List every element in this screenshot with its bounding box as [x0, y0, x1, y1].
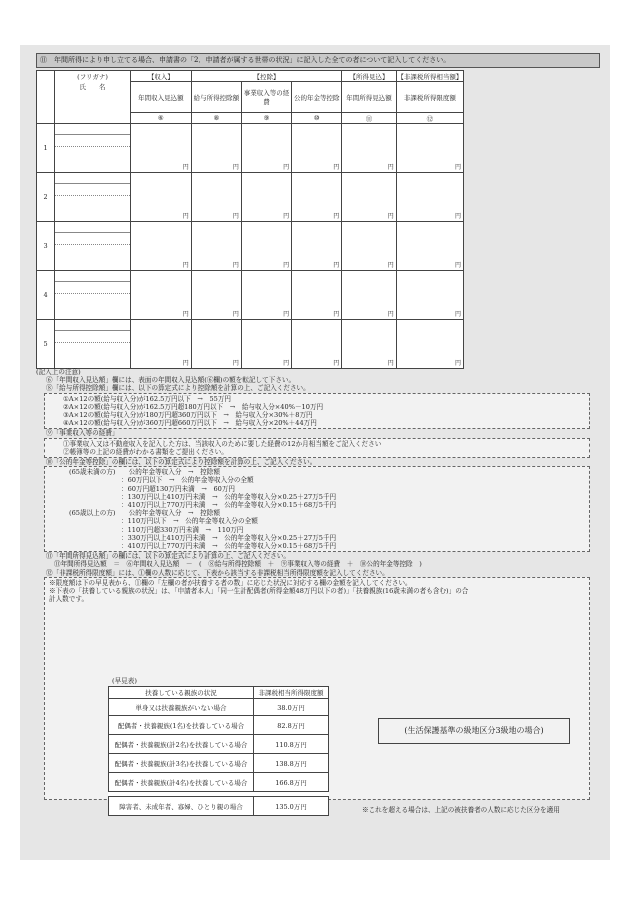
pension-deduction-field[interactable]: 円 — [292, 222, 342, 271]
note-10-item: ：130万円以上410万円未満 → 公的年金等収入分×0.25＋27万5千円 — [121, 492, 337, 501]
salary-deduction-field[interactable]: 円 — [191, 222, 241, 271]
income-estimate-field[interactable]: 円 — [342, 320, 396, 369]
business-expense-field[interactable]: 円 — [241, 173, 291, 222]
tax-free-limit-field[interactable]: 円 — [396, 124, 463, 173]
note-10-item: ：110万円以下 → 公的年金等収入分の全額 — [121, 517, 258, 526]
note-8-box — [44, 393, 590, 430]
income-estimate-field[interactable]: 円 — [342, 222, 396, 271]
note-10-box — [44, 466, 590, 552]
income-estimate-field[interactable]: 円 — [342, 124, 396, 173]
quick-table-status: 配偶者・扶養親族(計2名)を扶養している場合 — [109, 735, 254, 754]
quick-table-amount: 166.8万円 — [254, 773, 329, 792]
quick-table-header-amount: 非課税相当所得限度額 — [254, 687, 329, 699]
col-annual-income-estimate: 年間所得見込額 — [342, 82, 396, 113]
quick-table-status: 配偶者・扶養親族(計3名)を扶養している場合 — [109, 754, 254, 773]
salary-deduction-field[interactable]: 円 — [191, 271, 241, 320]
quick-table-amount: 138.8万円 — [254, 754, 329, 773]
tax-free-limit-field[interactable]: 円 — [396, 222, 463, 271]
business-expense-field[interactable]: 円 — [241, 124, 291, 173]
income-estimate-field[interactable]: 円 — [342, 271, 396, 320]
quick-table-amount: 38.0万円 — [254, 699, 329, 716]
table-row — [109, 699, 329, 716]
note-11: ⑪「年間所得見込額」の欄には、以下の算定式により計算の上、ご記入ください。 — [46, 552, 290, 561]
furigana-header: (フリガナ) — [55, 71, 131, 82]
section-header: ⑪ 年間所得により申し立てる場合、申請書の「2．申請者が属する世帯の状況」に記入した全ての者について記入してください。 — [36, 53, 600, 68]
table-row — [37, 271, 464, 320]
annual-income-field[interactable]: 円 — [130, 124, 191, 173]
quick-table-status: 障害者、未成年者、寡婦、ひとり親の場合 — [109, 797, 254, 816]
col-salary-deduction: 給与所得控除額 — [191, 82, 241, 113]
salary-deduction-field[interactable]: 円 — [191, 320, 241, 369]
table-row — [37, 124, 464, 173]
quick-table-caption: (早見表) — [112, 677, 137, 685]
pension-deduction-field[interactable]: 円 — [292, 320, 342, 369]
business-expense-field[interactable]: 円 — [241, 271, 291, 320]
tax-free-limit-field[interactable]: 円 — [396, 173, 463, 222]
note-12-item: ※限度額は下の早見表から、①欄の「左欄の者が扶養する者の数」に応じた状況に対応する欄の金額を記入してください。 — [49, 578, 412, 587]
quick-table-amount: 135.0万円 — [254, 797, 329, 816]
note-10-item: ：110万円超330万円未満 → 110万円 — [121, 525, 244, 534]
quick-table-amount: 110.8万円 — [254, 735, 329, 754]
group-deduction-header: 【控除】 — [191, 71, 342, 82]
col-num-6: ⑥ — [130, 113, 191, 124]
row-number: 2 — [37, 173, 55, 222]
note-10-item: ：410万円以上770万円未満 → 公的年金等収入分×0.15＋68万5千円 — [121, 501, 337, 510]
quick-table-amount: 82.8万円 — [254, 716, 329, 735]
quick-table-header-status: 扶養している親族の状況 — [109, 687, 254, 699]
name-field[interactable] — [55, 271, 131, 320]
income-table — [36, 70, 464, 369]
col-annual-income: 年間収入見込額 — [130, 82, 191, 113]
annual-income-field[interactable]: 円 — [130, 173, 191, 222]
col-num-12: ⑫ — [396, 113, 463, 124]
note-8-item: ②A×12の額(給与収入分)が162.5万円超180万円以下 → 給与収入分×40%－10万円 — [63, 402, 324, 411]
col-pension-deduction: 公的年金等控除 — [292, 82, 342, 113]
table-row — [37, 222, 464, 271]
table-row — [37, 173, 464, 222]
footnote: ※これを超える場合は、上記の被扶養者の人数に応じた区分を適用 — [362, 806, 560, 814]
note-6: ⑥「年間収入見込額」欄には、表面の年間収入見込額(⑥欄)の額を転記して下さい。 — [46, 376, 296, 385]
row-number: 1 — [37, 124, 55, 173]
annual-income-field[interactable]: 円 — [130, 271, 191, 320]
note-8-item: ①A×12の額(給与収入分)が162.5万円以下 → 55万円 — [63, 394, 232, 403]
name-header: 氏 名 — [55, 82, 131, 124]
quick-table-status: 配偶者・扶養親族(1名)を扶養している場合 — [109, 716, 254, 735]
note-9-item: ①事業収入又は不動産収入を記入した方は、当該収入のために要した経費の12か月相当額をご記入ください — [63, 439, 382, 448]
note-8-item: ③A×12の額(給与収入分)が180万円超360万円以下 → 給与収入分×30%＋8万円 — [63, 411, 313, 420]
group-income-header: 【収入】 — [130, 71, 191, 82]
welfare-grade-box: (生活保護基準の級地区分3級地の場合) — [378, 718, 570, 744]
name-field[interactable] — [55, 320, 131, 369]
salary-deduction-field[interactable]: 円 — [191, 124, 241, 173]
tax-free-limit-field[interactable]: 円 — [396, 320, 463, 369]
col-num-11: ⑪ — [342, 113, 396, 124]
row-number: 5 — [37, 320, 55, 369]
table-row — [109, 797, 329, 816]
note-10-item: ：330万円以上410万円未満 → 公的年金等収入分×0.25＋27万5千円 — [121, 533, 337, 542]
quick-table-status: 配偶者・扶養親族(計4名)を扶養している場合 — [109, 773, 254, 792]
note-10-item: ：60万円以下 → 公的年金等収入分の全額 — [121, 476, 254, 485]
business-expense-field[interactable]: 円 — [241, 222, 291, 271]
col-num-10: ⑩ — [292, 113, 342, 124]
row-number-header — [37, 71, 55, 124]
table-row — [109, 754, 329, 773]
note-10-item: ：410万円以上770万円未満 → 公的年金等収入分×0.15＋68万5千円 — [121, 542, 337, 551]
note-8: ⑧「給与所得控除額」欄には、以下の算定式により控除額を計算の上、ご記入ください。 — [46, 384, 310, 393]
name-field[interactable] — [55, 222, 131, 271]
note-10-over65: (65歳以上の方) 公的年金等収入分 → 控除額 — [69, 509, 220, 518]
row-number: 4 — [37, 271, 55, 320]
annual-income-field[interactable]: 円 — [130, 320, 191, 369]
note-10-under65: (65歳未満の方) 公的年金等収入分 → 控除額 — [69, 468, 220, 477]
pension-deduction-field[interactable]: 円 — [292, 173, 342, 222]
name-field[interactable] — [55, 173, 131, 222]
col-num-8: ⑧ — [191, 113, 241, 124]
quick-reference-table — [108, 686, 329, 816]
note-9: ⑨「事業収入等の経費」 — [46, 429, 119, 438]
note-11-formula: ⑪年間所得見込額 ＝ ⑥年間収入見込額 － ( ⑧給与所得控除額 ＋ ⑨事業収入等の経費 ＋ ⑩公的年金等控除 ) — [54, 560, 422, 569]
group-tax-free-header: 【非課税所得相当額】 — [397, 72, 463, 81]
col-tax-free-limit: 非課税所得限度額 — [396, 82, 463, 113]
table-row — [109, 716, 329, 735]
note-10-item: ：60万円超130万円未満 → 60万円 — [121, 484, 236, 493]
note-12: ⑫「非課税所得限度額」には、①欄の人数に応じて、下表から該当する非課税相当所得限度額を記入してください。 — [46, 568, 389, 577]
note-10: ⑩「公的年金等控除」の欄には、以下の算定式により控除額を計算の上、ご記入ください。 — [46, 458, 317, 467]
salary-deduction-field[interactable]: 円 — [191, 173, 241, 222]
tax-free-limit-field[interactable]: 円 — [396, 271, 463, 320]
note-9-item: ②帳簿等の上記の経費がわかる書類をご提出ください。 — [63, 447, 228, 456]
col-business-expense: 事業収入等の経費 — [241, 82, 291, 113]
note-9-box — [44, 438, 590, 458]
annual-income-field[interactable]: 円 — [130, 222, 191, 271]
pension-deduction-field[interactable]: 円 — [292, 271, 342, 320]
note-12-item: ※下表の「扶養している親族の状況」は、「申請者本人」「同一生計配偶者(所得金額48万円以下の者)」「扶養親族(16歳未満の者も含む)」の合 — [49, 587, 469, 596]
table-row — [109, 735, 329, 754]
note-12-item: 計人数です。 — [49, 595, 89, 604]
row-number: 3 — [37, 222, 55, 271]
table-row — [109, 773, 329, 792]
table-row — [37, 320, 464, 369]
business-expense-field[interactable]: 円 — [241, 320, 291, 369]
note-8-item: ④A×12の額(給与収入分)が360万円超660万円以下 → 給与収入分×20%＋44万円 — [63, 419, 317, 428]
quick-table-status: 単身又は扶養親族がいない場合 — [109, 699, 254, 716]
pension-deduction-field[interactable]: 円 — [292, 124, 342, 173]
income-estimate-field[interactable]: 円 — [342, 173, 396, 222]
col-num-9: ⑨ — [241, 113, 291, 124]
name-field[interactable] — [55, 124, 131, 173]
notes-title: (記入上の注意) — [36, 368, 81, 376]
group-income-estimate-header: 【所得見込】 — [342, 71, 396, 82]
